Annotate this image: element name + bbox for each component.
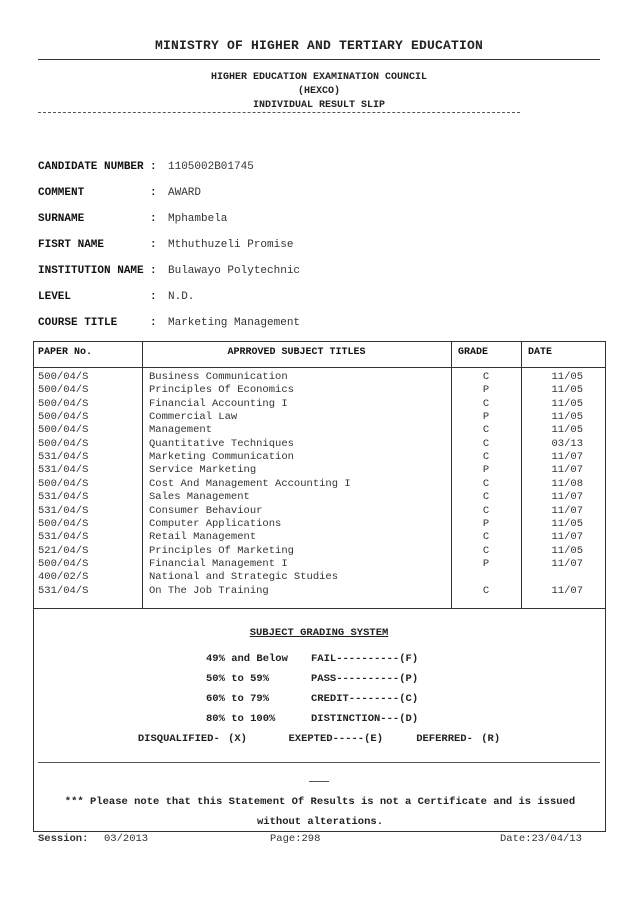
grade-cell: C (482, 397, 490, 410)
header-grade: GRADE (458, 347, 489, 358)
grade-cell: P (482, 557, 490, 570)
date-cell: 11/07 (551, 531, 583, 544)
disclaimer-note: *** Please note that this Statement Of Results is not a Certificate and is issued without alterations. (64, 796, 576, 828)
status-legend: DISQUALIFIED- (X) EXEPTED-----(E) DEFERRED- (R) (137, 733, 501, 745)
paper-no-cell: 400/02/S (38, 571, 89, 584)
field-colon: : (150, 187, 157, 199)
table-row (0, 531, 638, 544)
subject-title-cell: Quantitative Techniques (149, 437, 294, 450)
date-cell: 11/07 (551, 464, 583, 477)
subject-title-cell: Marketing Communication (149, 451, 294, 464)
grade-cell: C (482, 531, 490, 544)
paper-no-cell: 500/04/S (38, 557, 89, 570)
table-row (0, 464, 638, 477)
grade-meaning: DISTINCTION---(D) (311, 713, 419, 725)
field-label: COMMENT (38, 187, 85, 199)
date-cell: 11/05 (551, 424, 583, 437)
institution-value: Bulawayo Polytechnic (168, 265, 301, 277)
grade-cell: C (482, 477, 490, 490)
surname-value: Mphambela (168, 213, 228, 225)
grade-cell: C (482, 424, 490, 437)
field-label: FISRT NAME (38, 239, 105, 251)
grade-cell: P (482, 464, 490, 477)
session-value: 03/2013 (104, 833, 149, 845)
document-title: INDIVIDUAL RESULT SLIP (252, 100, 386, 111)
date-cell: 03/13 (551, 437, 583, 450)
paper-no-cell: 500/04/S (38, 437, 89, 450)
grading-title: SUBJECT GRADING SYSTEM (249, 627, 389, 639)
subject-title-cell: Sales Management (149, 491, 250, 504)
date-cell: 11/05 (551, 411, 583, 424)
table-row (0, 491, 638, 504)
grade-cell: C (482, 584, 490, 597)
page-number: Page:298 (270, 833, 321, 845)
subject-title-cell: Computer Applications (149, 517, 282, 530)
date-cell: 11/05 (551, 397, 583, 410)
table-row (0, 558, 638, 571)
grade-meaning: CREDIT--------(C) (311, 693, 419, 705)
subject-title-cell: Cost And Management Accounting I (149, 477, 351, 490)
paper-no-cell: 531/04/S (38, 451, 89, 464)
field-colon: : (150, 291, 157, 303)
first-name-value: Mthuthuzeli Promise (168, 239, 294, 251)
table-row (0, 571, 638, 584)
field-label: LEVEL (38, 291, 72, 303)
grade-meaning: PASS----------(P) (311, 673, 419, 685)
grade-cell: C (482, 491, 490, 504)
date-cell: 11/08 (551, 477, 583, 490)
table-row (0, 545, 638, 558)
paper-no-cell: 500/04/S (38, 517, 89, 530)
subject-title-cell: On The Job Training (149, 584, 269, 597)
subject-title-cell: Retail Management (149, 531, 257, 544)
field-label: COURSE TITLE (38, 317, 118, 329)
course-title-value: Marketing Management (168, 317, 301, 329)
grade-range: 60% to 79% (206, 693, 270, 705)
short-rule (309, 781, 329, 782)
subject-title-cell: Principles Of Marketing (149, 544, 294, 557)
header-subject-titles: APRROVED SUBJECT TITLES (227, 347, 366, 358)
subject-title-cell: Service Marketing (149, 464, 257, 477)
grade-range: 49% and Below (206, 653, 288, 665)
date-cell: 11/07 (551, 504, 583, 517)
grade-cell: P (482, 517, 490, 530)
paper-no-cell: 531/04/S (38, 464, 89, 477)
paper-no-cell: 500/04/S (38, 371, 89, 383)
field-label: INSTITUTION NAME (38, 265, 144, 277)
grade-cell: C (482, 504, 490, 517)
table-row (0, 505, 638, 518)
field-colon: : (150, 239, 157, 251)
grade-cell: C (482, 544, 490, 557)
paper-no-cell: 500/04/S (38, 424, 89, 437)
table-row (0, 451, 638, 464)
table-row (0, 411, 638, 424)
header-date: DATE (528, 347, 553, 358)
level-value: N.D. (168, 291, 195, 303)
print-date: Date:23/04/13 (500, 833, 582, 845)
date-cell: 11/07 (551, 557, 583, 570)
subject-title-cell: Financial Management I (149, 557, 288, 570)
field-colon: : (150, 265, 157, 277)
grade-cell: P (482, 384, 490, 397)
grade-cell: C (482, 451, 490, 464)
date-cell: 11/05 (551, 517, 583, 530)
grade-cell: C (482, 371, 490, 383)
paper-no-cell: 500/04/S (38, 477, 89, 490)
subject-title-cell: Financial Accounting I (149, 397, 288, 410)
date-cell: 11/07 (551, 491, 583, 504)
subject-title-cell: Management (149, 424, 213, 437)
paper-no-cell: 500/04/S (38, 384, 89, 397)
field-colon: : (150, 161, 157, 173)
paper-no-cell: 521/04/S (38, 544, 89, 557)
comment-value: AWARD (168, 187, 202, 199)
subject-title-cell: Commercial Law (149, 411, 238, 424)
field-colon: : (150, 213, 157, 225)
candidate-number: 1105002B01745 (168, 161, 254, 173)
grade-range: 80% to 100% (206, 713, 276, 725)
grade-cell: P (482, 411, 490, 424)
table-row (0, 398, 638, 411)
field-colon: : (150, 317, 157, 329)
paper-no-cell: 500/04/S (38, 411, 89, 424)
date-cell: 11/05 (551, 544, 583, 557)
table-row (0, 371, 638, 384)
field-label: SURNAME (38, 213, 85, 225)
paper-no-cell: 500/04/S (38, 397, 89, 410)
legend-rule (38, 762, 600, 763)
grade-range: 50% to 59% (206, 673, 270, 685)
session-label: Session: (38, 833, 89, 845)
header-paper-no: PAPER No. (38, 347, 93, 358)
council-name: HIGHER EDUCATION EXAMINATION COUNCIL (210, 72, 428, 83)
date-cell: 11/07 (551, 584, 583, 597)
date-cell: 11/05 (551, 371, 583, 383)
subject-title-cell: National and Strategic Studies (149, 571, 339, 584)
field-label: CANDIDATE NUMBER (38, 161, 144, 173)
paper-no-cell: 531/04/S (38, 504, 89, 517)
header-rule (38, 59, 600, 60)
paper-no-cell: 531/04/S (38, 531, 89, 544)
grade-cell: C (482, 437, 490, 450)
date-cell: 11/05 (551, 384, 583, 397)
subject-title-cell: Principles Of Economics (149, 384, 294, 397)
table-row (0, 384, 638, 397)
table-row (0, 585, 638, 598)
grade-meaning: FAIL----------(F) (311, 653, 419, 665)
table-row (0, 438, 638, 451)
date-cell: 11/07 (551, 451, 583, 464)
header-dash-rule (38, 112, 520, 113)
paper-no-cell: 531/04/S (38, 491, 89, 504)
table-row (0, 424, 638, 437)
subject-title-cell: Business Communication (149, 371, 288, 383)
subject-title-cell: Consumer Behaviour (149, 504, 263, 517)
table-row (0, 518, 638, 531)
council-acronym: (HEXCO) (297, 86, 340, 97)
ministry-title: MINISTRY OF HIGHER AND TERTIARY EDUCATION (154, 38, 484, 53)
table-row (0, 478, 638, 491)
paper-no-cell: 531/04/S (38, 584, 89, 597)
